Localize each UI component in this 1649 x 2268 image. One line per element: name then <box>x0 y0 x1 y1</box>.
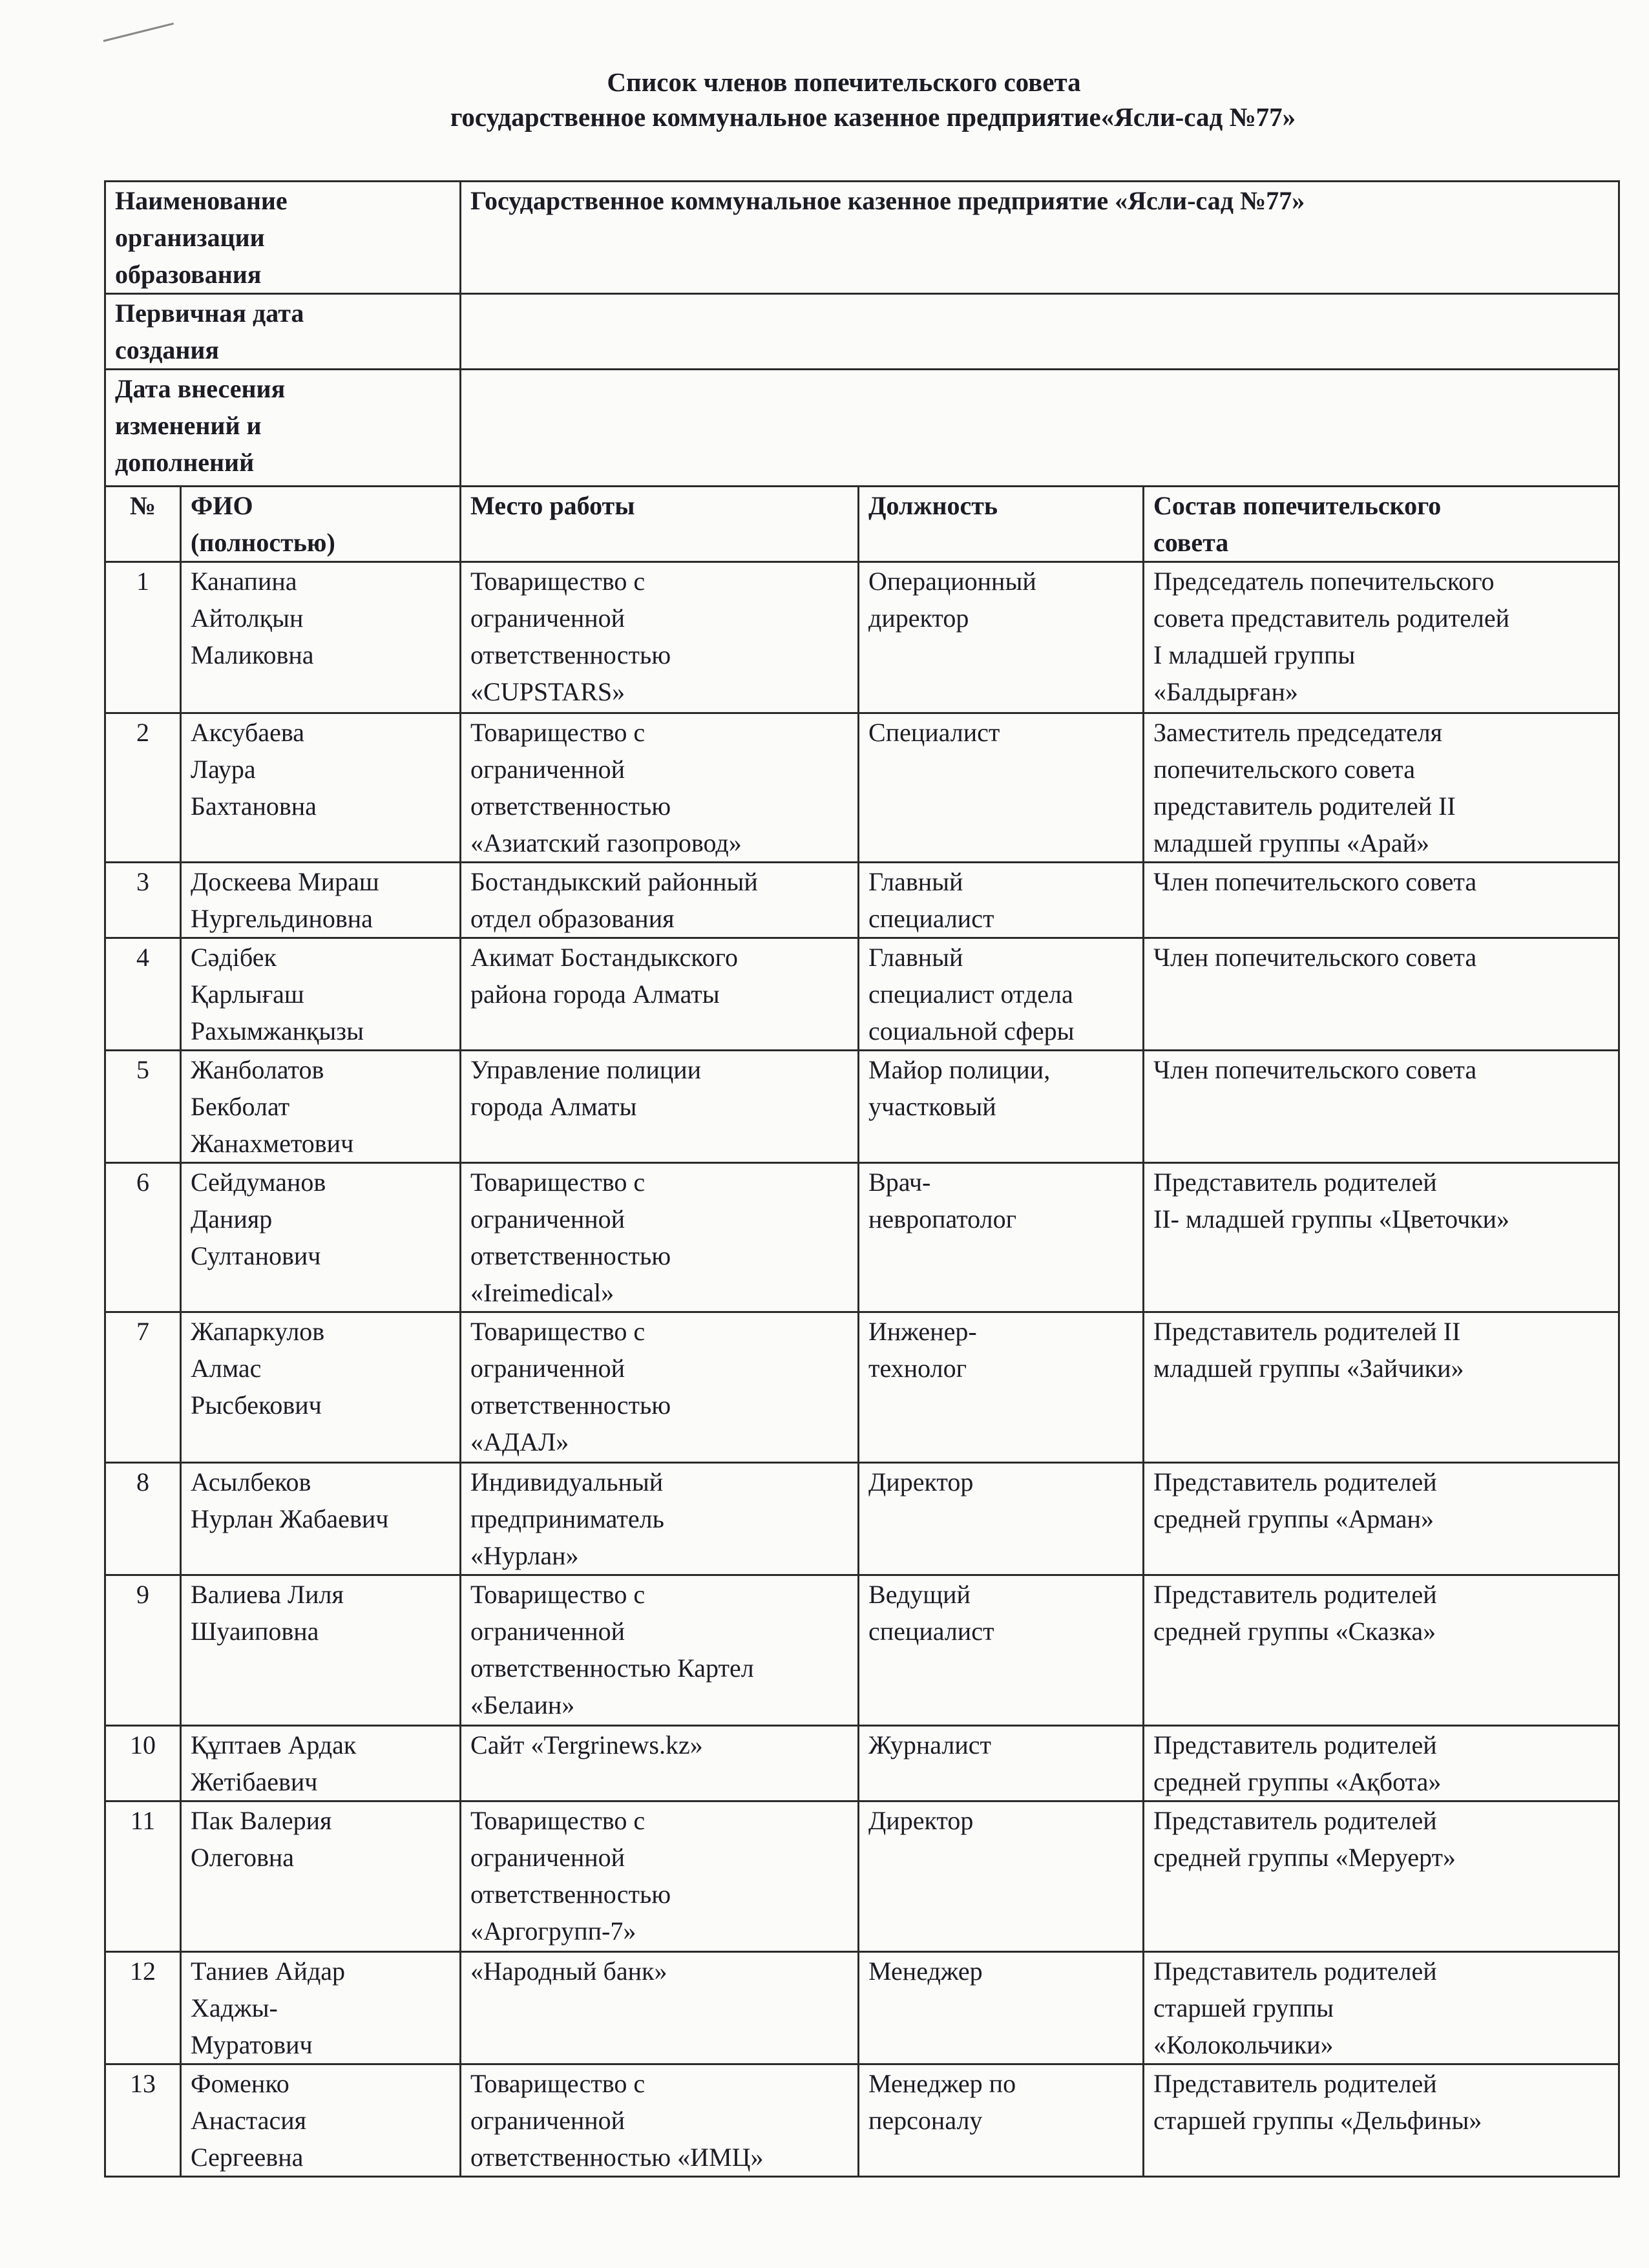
member-role: Член попечительского совета <box>1144 938 1619 1051</box>
table-row <box>105 1952 1619 2064</box>
row-number: 5 <box>105 1051 181 1163</box>
title-line-2: государственное коммунальное казенное предприятие«Ясли-сад №77» <box>450 102 1296 132</box>
info-row-changes-date <box>105 370 1619 487</box>
row-number: 2 <box>105 713 181 863</box>
member-workplace: Товарищество с ограниченной ответственностью «АДАЛ» <box>461 1312 859 1463</box>
member-position: Менеджер <box>859 1952 1144 2064</box>
member-name: Жанболатов Бекболат Жанахметович <box>181 1051 461 1163</box>
member-workplace: Товарищество с ограниченной ответственностью «CUPSTARS» <box>461 562 859 713</box>
table-row <box>105 1801 1619 1952</box>
member-name: Сәдібек Қарлығаш Рахымжанқызы <box>181 938 461 1051</box>
member-workplace: Товарищество с ограниченной ответственностью «Ireimedical» <box>461 1163 859 1312</box>
member-workplace: Управление полиции города Алматы <box>461 1051 859 1163</box>
col-header-work: Место работы <box>461 487 859 562</box>
table-row <box>105 863 1619 938</box>
row-number: 9 <box>105 1575 181 1726</box>
info-value <box>461 294 1619 370</box>
row-number: 8 <box>105 1463 181 1575</box>
member-role: Член попечительского совета <box>1144 863 1619 938</box>
table-row <box>105 1575 1619 1726</box>
member-position: Операционный директор <box>859 562 1144 713</box>
member-workplace: Бостандыкский районный отдел образования <box>461 863 859 938</box>
member-workplace: «Народный банк» <box>461 1952 859 2064</box>
info-row-creation-date <box>105 294 1619 370</box>
member-role: Представитель родителей II младшей группы «Зайчики» <box>1144 1312 1619 1463</box>
member-position: Директор <box>859 1463 1144 1575</box>
col-header-fio: ФИО (полностью) <box>181 487 461 562</box>
member-role: Представитель родителей старшей группы «Дельфины» <box>1144 2064 1619 2177</box>
member-role: Представитель родителей средней группы «Ақбота» <box>1144 1726 1619 1801</box>
member-position: Главный специалист отдела социальной сферы <box>859 938 1144 1051</box>
member-role: Представитель родителей II- младшей группы «Цветочки» <box>1144 1163 1619 1312</box>
row-number: 3 <box>105 863 181 938</box>
row-number: 11 <box>105 1801 181 1952</box>
table-row <box>105 1312 1619 1463</box>
member-position: Директор <box>859 1801 1144 1952</box>
member-workplace: Индивидуальный предприниматель «Нурлан» <box>461 1463 859 1575</box>
member-name: Сейдуманов Данияр Султанович <box>181 1163 461 1312</box>
member-name: Жапаркулов Алмас Рысбекович <box>181 1312 461 1463</box>
info-value: Государственное коммунальное казенное предприятие «Ясли-сад №77» <box>461 182 1619 294</box>
row-number: 7 <box>105 1312 181 1463</box>
member-name: Валиева Лиля Шуаиповна <box>181 1575 461 1726</box>
member-position: Врач- невропатолог <box>859 1163 1144 1312</box>
table-row <box>105 1051 1619 1163</box>
member-role: Заместитель председателя попечительского совета представитель родителей II младшей группы «Арай» <box>1144 713 1619 863</box>
member-position: Главный специалист <box>859 863 1144 938</box>
member-position: Инженер- технолог <box>859 1312 1144 1463</box>
row-number: 12 <box>105 1952 181 2064</box>
member-workplace: Товарищество с ограниченной ответственностью «ИМЦ» <box>461 2064 859 2177</box>
member-position: Менеджер по персоналу <box>859 2064 1144 2177</box>
row-number: 13 <box>105 2064 181 2177</box>
member-name: Доскеева Мираш Нургельдиновна <box>181 863 461 938</box>
info-label: Первичная дата создания <box>105 294 461 370</box>
table-row <box>105 713 1619 863</box>
info-value <box>461 370 1619 487</box>
member-role: Член попечительского совета <box>1144 1051 1619 1163</box>
document-title <box>0 65 1649 134</box>
member-workplace: Сайт «Tergrinews.kz» <box>461 1726 859 1801</box>
title-line-1: Список членов попечительского совета <box>607 67 1081 97</box>
row-number: 10 <box>105 1726 181 1801</box>
member-workplace: Товарищество с ограниченной ответственностью «Аргогрупп-7» <box>461 1801 859 1952</box>
table-row <box>105 1163 1619 1312</box>
member-workplace: Товарищество с ограниченной ответственностью Картел «Белаин» <box>461 1575 859 1726</box>
table-row <box>105 2064 1619 2177</box>
member-name: Фоменко Анастасия Сергеевна <box>181 2064 461 2177</box>
scan-pen-mark <box>103 23 174 42</box>
member-role: Представитель родителей средней группы «Арман» <box>1144 1463 1619 1575</box>
row-number: 4 <box>105 938 181 1051</box>
member-role: Представитель родителей средней группы «Сказка» <box>1144 1575 1619 1726</box>
row-number: 1 <box>105 562 181 713</box>
table-row <box>105 938 1619 1051</box>
info-label: Дата внесения изменений и дополнений <box>105 370 461 487</box>
member-name: Аксубаева Лаура Бахтановна <box>181 713 461 863</box>
table-row <box>105 1463 1619 1575</box>
member-workplace: Товарищество с ограниченной ответственностью «Азиатский газопровод» <box>461 713 859 863</box>
col-header-role: Состав попечительского совета <box>1144 487 1619 562</box>
member-name: Таниев Айдар Хаджы- Муратович <box>181 1952 461 2064</box>
member-workplace: Акимат Бостандыкского района города Алматы <box>461 938 859 1051</box>
column-header-row <box>105 487 1619 562</box>
table-row <box>105 562 1619 713</box>
member-position: Специалист <box>859 713 1144 863</box>
member-name: Пак Валерия Олеговна <box>181 1801 461 1952</box>
board-members-table <box>104 180 1620 2178</box>
table-row <box>105 1726 1619 1801</box>
member-position: Ведущий специалист <box>859 1575 1144 1726</box>
member-name: Асылбеков Нурлан Жабаевич <box>181 1463 461 1575</box>
row-number: 6 <box>105 1163 181 1312</box>
col-header-position: Должность <box>859 487 1144 562</box>
member-role: Председатель попечительского совета представитель родителей I младшей группы «Балдырған» <box>1144 562 1619 713</box>
member-position: Журналист <box>859 1726 1144 1801</box>
member-name: Құптаев Ардак Жетібаевич <box>181 1726 461 1801</box>
member-name: Канапина Айтолқын Маликовна <box>181 562 461 713</box>
col-header-number: № <box>105 487 181 562</box>
info-row-organization <box>105 182 1619 294</box>
member-role: Представитель родителей средней группы «Меруерт» <box>1144 1801 1619 1952</box>
member-role: Представитель родителей старшей группы «Колокольчики» <box>1144 1952 1619 2064</box>
info-label: Наименование организации образования <box>105 182 461 294</box>
member-position: Майор полиции, участковый <box>859 1051 1144 1163</box>
